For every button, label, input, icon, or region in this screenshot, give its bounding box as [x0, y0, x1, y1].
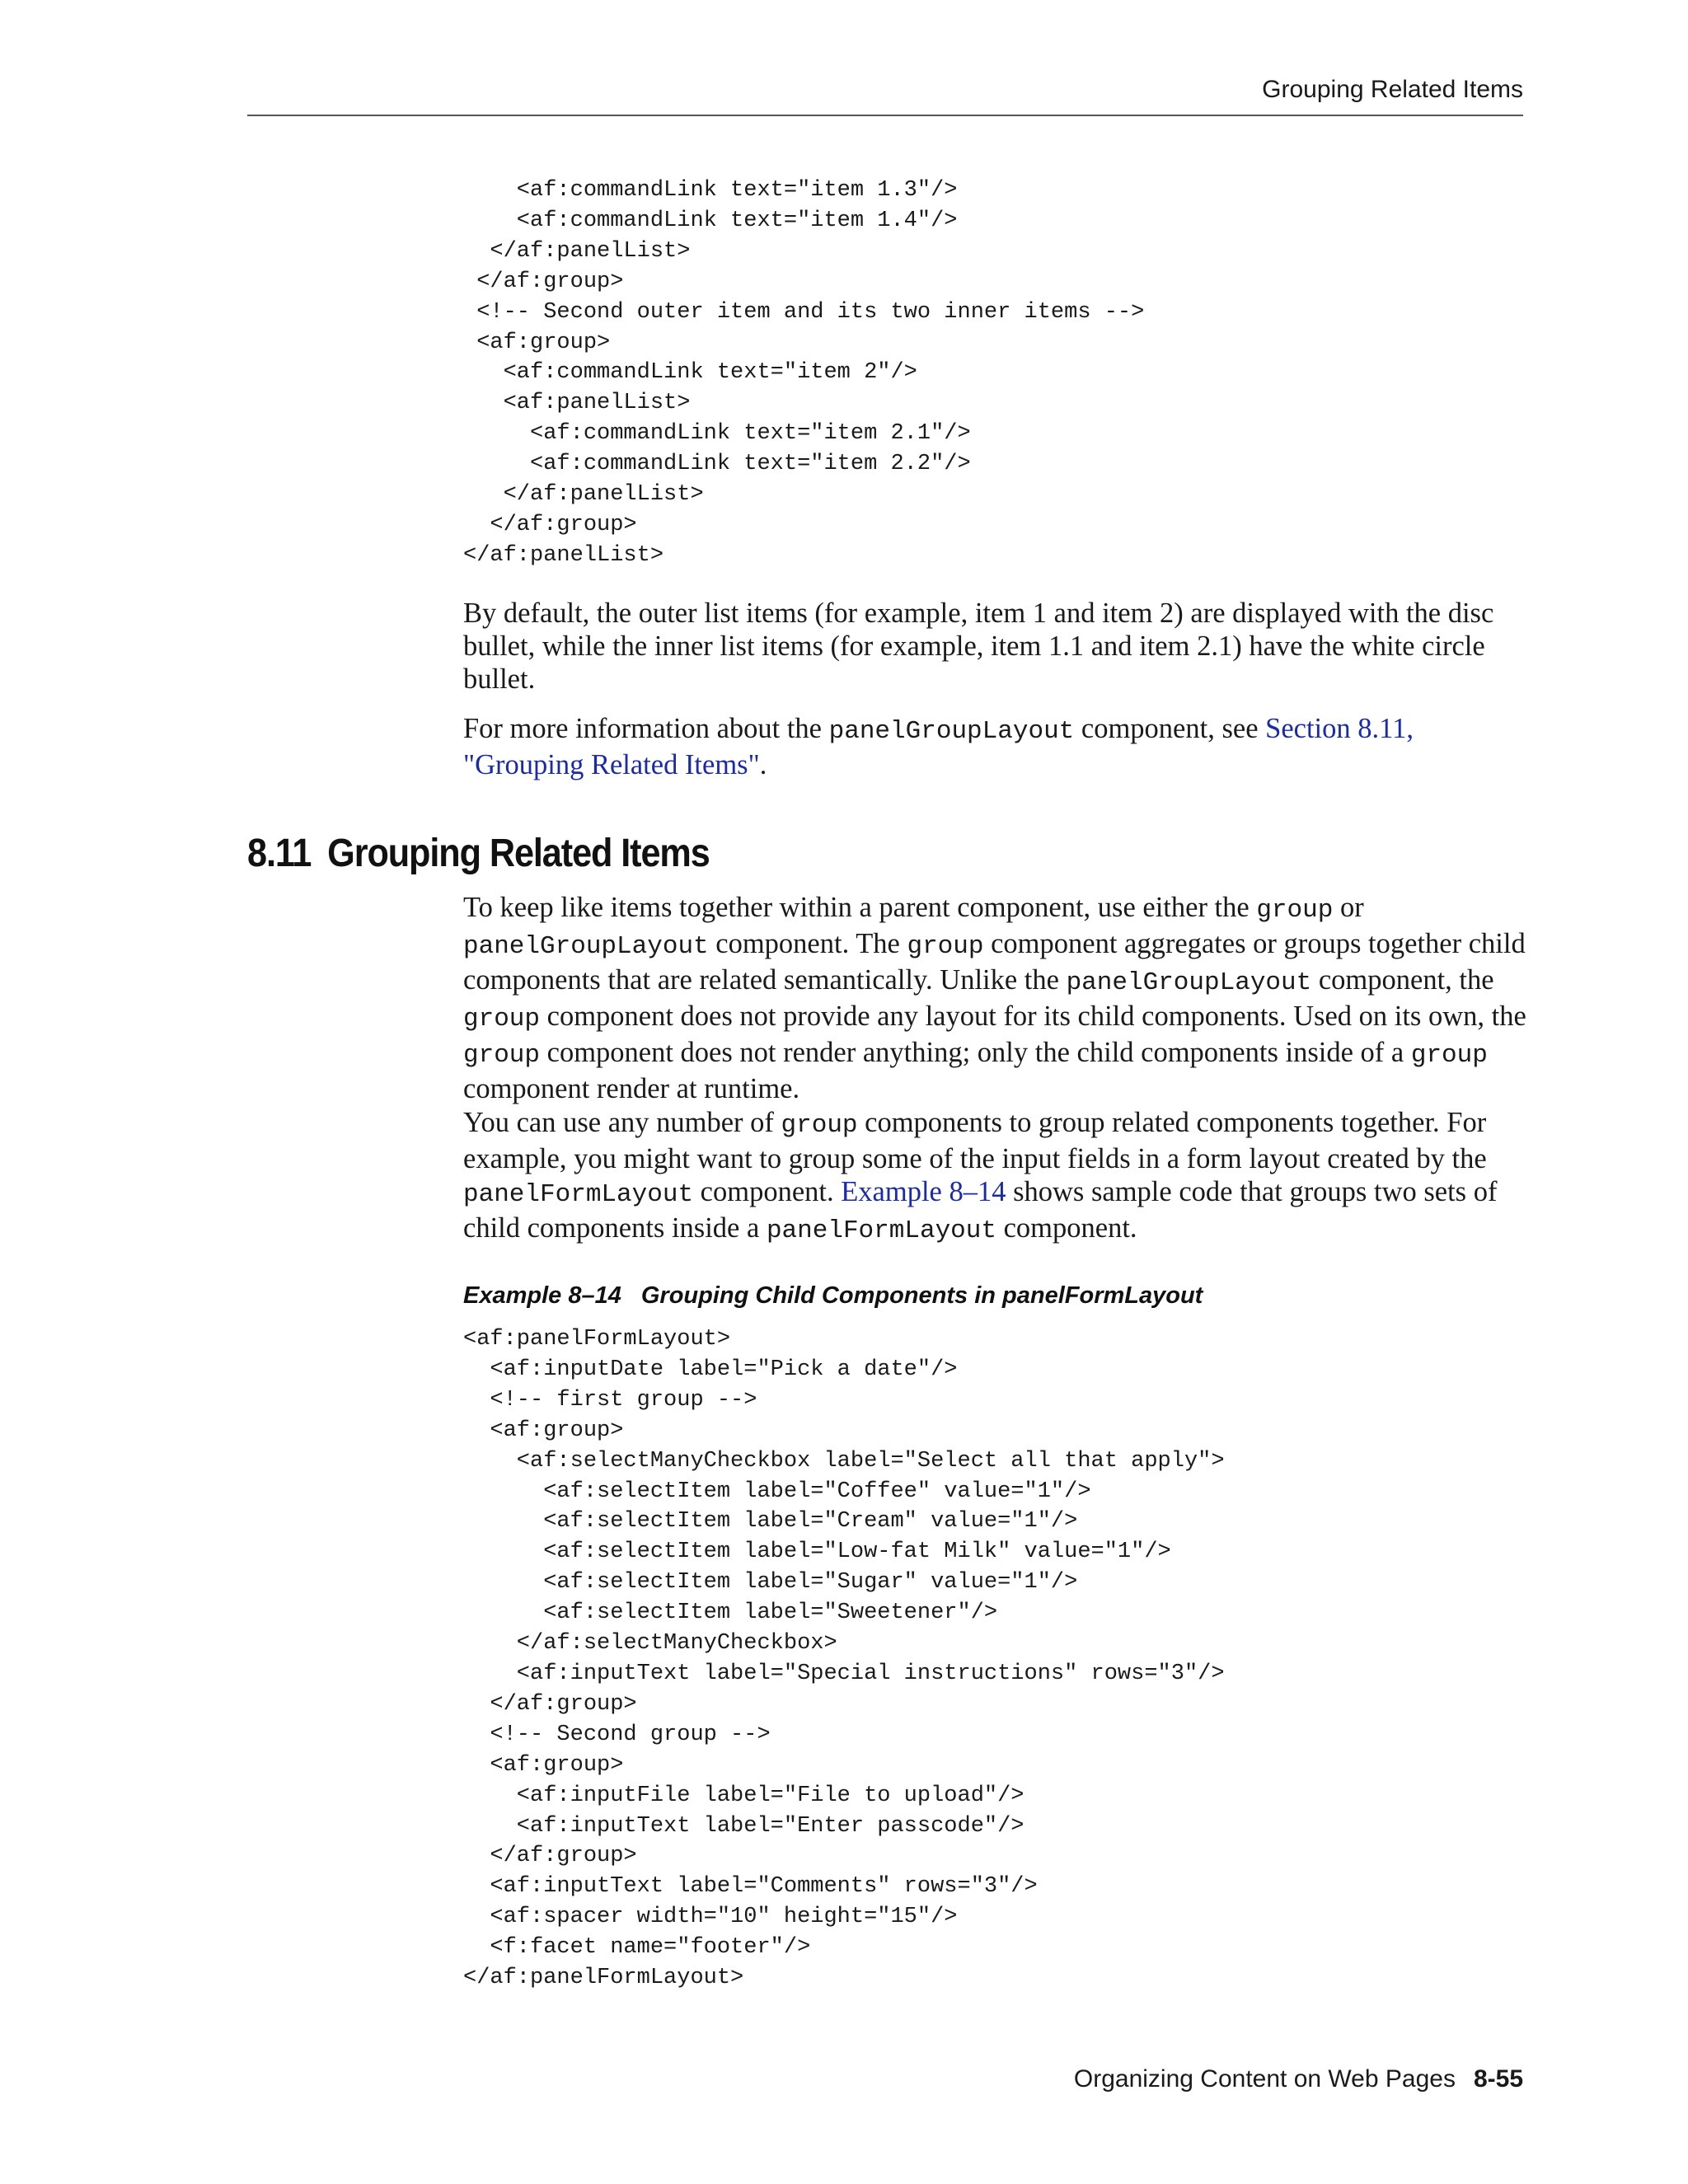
- code-line: <af:selectItem label="Low-fat Milk" value="1"/>: [463, 1540, 1171, 1565]
- header-divider: [247, 115, 1523, 116]
- code-line: <af:selectItem label="Cream" value="1"/>: [463, 1509, 1078, 1535]
- example-caption: [463, 1282, 1203, 1310]
- paragraph-more-info: For more information about the panelGroupLayout component, see Section 8.11, "Grouping Related Items".: [463, 713, 1414, 780]
- code-line: <af:selectItem label="Sugar" value="1"/>: [463, 1570, 1078, 1596]
- code-line: </af:group>: [463, 269, 624, 294]
- code-line: <af:inputFile label="File to upload"/>: [463, 1783, 1025, 1808]
- code-line: <af:group>: [463, 1752, 624, 1778]
- code-line: <af:selectManyCheckbox label="Select all that apply">: [463, 1448, 1225, 1474]
- paragraph-group-usage: You can use any number of group components to group related components together. For example, you might want to group some of the input fields in a form layout created by the panelFormLayout component. Example 8–14 shows sample code that groups two sets of child components inside a panelFormLayout component.: [463, 1107, 1498, 1245]
- code-line: </af:panelList>: [463, 482, 704, 508]
- code-line: <af:group>: [463, 330, 611, 355]
- code-line: </af:panelList>: [463, 542, 664, 568]
- section-cross-reference-link[interactable]: Section 8.11, "Grouping Related Items": [463, 713, 1414, 780]
- code-line: </af:group>: [463, 512, 637, 537]
- code-line: <af:commandLink text="item 1.4"/>: [463, 208, 958, 233]
- code-line: <af:selectItem label="Sweetener"/>: [463, 1601, 998, 1626]
- code-block-panel-list: [463, 176, 1144, 571]
- code-line: <af:inputText label="Special instructions" rows="3"/>: [463, 1661, 1225, 1686]
- section-heading: [247, 831, 710, 876]
- code-line: <af:commandLink text="item 2"/>: [463, 360, 917, 386]
- code-line: </af:selectManyCheckbox>: [463, 1631, 837, 1657]
- paragraph-bullets: By default, the outer list items (for example, item 1 and item 2) are displayed with the disc bullet, while the inner list items (for example, item 1.1 and item 2.1) have the white circle bullet.: [463, 598, 1494, 695]
- footer-chapter-title: Organizing Content on Web Pages: [1073, 2065, 1456, 2093]
- code-line: <af:group>: [463, 1418, 624, 1443]
- code-line: </af:group>: [463, 1691, 637, 1717]
- example-title: Grouping Child Components in panelFormLayout: [640, 1282, 1203, 1309]
- running-header: Grouping Related Items: [1262, 76, 1523, 103]
- code-line: <!-- first group -->: [463, 1387, 757, 1413]
- example-number: Example 8–14: [463, 1282, 621, 1309]
- code-line: <af:inputText label="Comments" rows="3"/>: [463, 1874, 1038, 1900]
- code-line: </af:panelFormLayout>: [463, 1966, 744, 1991]
- code-line: <af:selectItem label="Coffee" value="1"/>: [463, 1479, 1091, 1504]
- code-line: <af:panelList>: [463, 391, 691, 416]
- section-number: 8.11: [247, 832, 312, 875]
- code-line: <af:inputText label="Enter passcode"/>: [463, 1813, 1025, 1839]
- code-line: <!-- Second group -->: [463, 1722, 771, 1747]
- code-line: <af:commandLink text="item 2.1"/>: [463, 421, 971, 447]
- code-block-panel-form-layout: [463, 1324, 1225, 1994]
- paragraph-group-intro: To keep like items together within a parent component, use either the group or panelGroupLayout component. The group component aggregates or groups together child components that are related semantically. Unlike the panelGroupLayout component, the group component does not provide any layout for its child components. Used on its own, the group component does not render anything; only the child components inside of a group component render at runtime.: [463, 892, 1526, 1104]
- code-line: </af:panelList>: [463, 238, 691, 264]
- code-line: <af:commandLink text="item 2.2"/>: [463, 452, 971, 477]
- example-cross-reference-link[interactable]: Example 8–14: [841, 1176, 1006, 1207]
- page-footer: [247, 2065, 1523, 2093]
- page-number: 8-55: [1473, 2065, 1523, 2093]
- section-title: Grouping Related Items: [327, 832, 710, 875]
- code-line: <af:inputDate label="Pick a date"/>: [463, 1357, 958, 1382]
- code-line: <af:commandLink text="item 1.3"/>: [463, 178, 958, 203]
- code-line: <af:spacer width="10" height="15"/>: [463, 1905, 958, 1930]
- inline-code: panelGroupLayout: [828, 717, 1075, 746]
- code-line: <f:facet name="footer"/>: [463, 1935, 811, 1961]
- code-line: </af:group>: [463, 1844, 637, 1869]
- code-line: <af:panelFormLayout>: [463, 1327, 731, 1352]
- code-line: <!-- Second outer item and its two inner items -->: [463, 299, 1145, 325]
